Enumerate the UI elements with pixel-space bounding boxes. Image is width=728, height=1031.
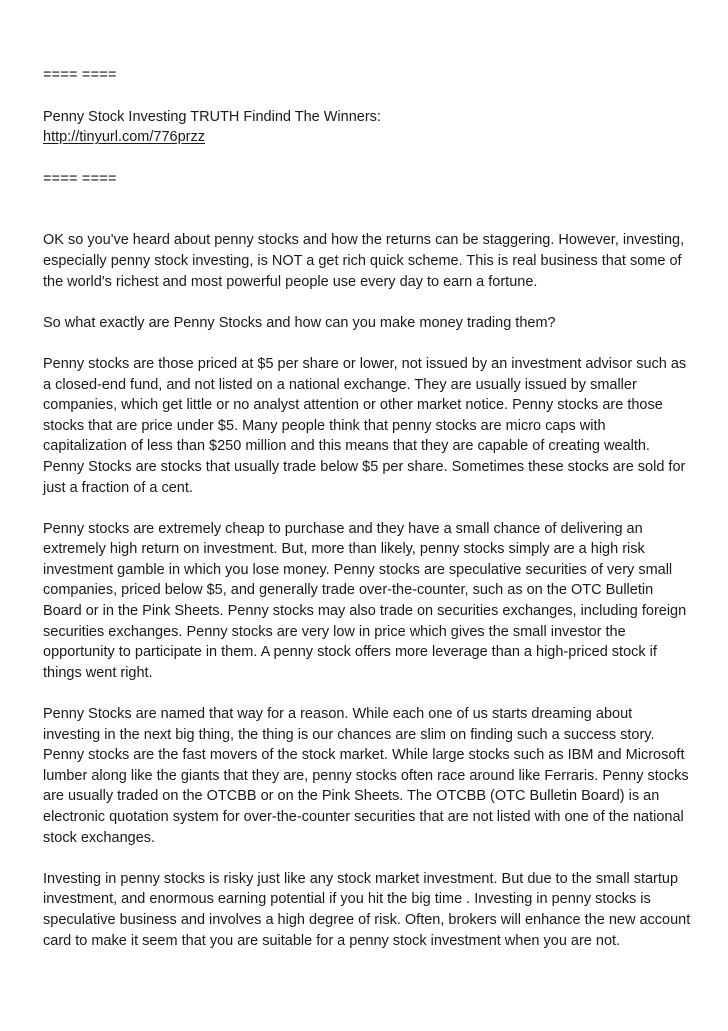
article-header [43,107,691,148]
paragraph-risk: Penny stocks are extremely cheap to purchase and they have a small chance of delivering an extremely high return on investment. But, more than likely, penny stocks simply are a high risk investment gamble in which you lose money. Penny stocks are speculative securities of very small companies, priced below $5, and generally trade over-the-counter, such as on the OTC Bulletin Board or in the Pink Sheets. Penny stocks may also trade on securities exchanges, including foreign securities exchanges. Penny stocks are very low in price which gives the small investor the opportunity to participate in them. A penny stock offers more leverage than a high-priced stock if things went right. [43,520,687,681]
article-link[interactable]: http://tinyurl.com/776przz [43,129,205,146]
document-page [43,65,691,972]
paragraph-speculative: Investing in penny stocks is risky just like any stock market investment. But due to the small startup investment, and enormous earning potential if you hit the big time . Investing in penny stocks is speculative business and involves a high degree of risk. Often, brokers will enhance the new account card to make it seem that you are suitable for a penny stock investment when you are not. [43,870,691,949]
separator-bottom: ==== ==== [43,170,117,187]
paragraph-naming: Penny Stocks are named that way for a reason. While each one of us starts dreaming about investing in the next big thing, the thing is our chances are slim on finding such a success story. Penny stocks are the fast movers of the stock market. While large stocks such as IBM and Microsoft lumber along like the giants that they are, penny stocks often race around like Ferraris. Penny stocks are usually traded on the OTCBB or on the Pink Sheets. The OTCBB (OTC Bulletin Board) is an electronic quotation system for over-the-counter securities that are not listed with one of the national stock exchanges. [43,706,689,846]
paragraph-definition: Penny stocks are those priced at $5 per share or lower, not issued by an investment advisor such as a closed-end fund, and not listed on a national exchange. They are usually issued by smaller companies, which get little or no analyst attention or other market notice. Penny stocks are those stocks that are price under $5. Many people think that penny stocks are micro caps with capitalization of less than $250 million and this means that they are capable of creating wealth. Penny Stocks are stocks that usually trade below $5 per share. Sometimes these stocks are sold for just a fraction of a cent. [43,355,687,496]
article-body [43,230,691,951]
paragraph-intro: OK so you've heard about penny stocks and how the returns can be staggering. However, investing, especially penny stock investing, is NOT a get rich quick scheme. This is real business that some of the world's richest and most powerful people use every day to earn a fortune. [43,232,685,290]
article-title: Penny Stock Investing TRUTH Findind The Winners: [43,108,381,125]
separator-top: ==== ==== [43,67,117,83]
paragraph-question: So what exactly are Penny Stocks and how can you make money trading them? [43,314,556,331]
